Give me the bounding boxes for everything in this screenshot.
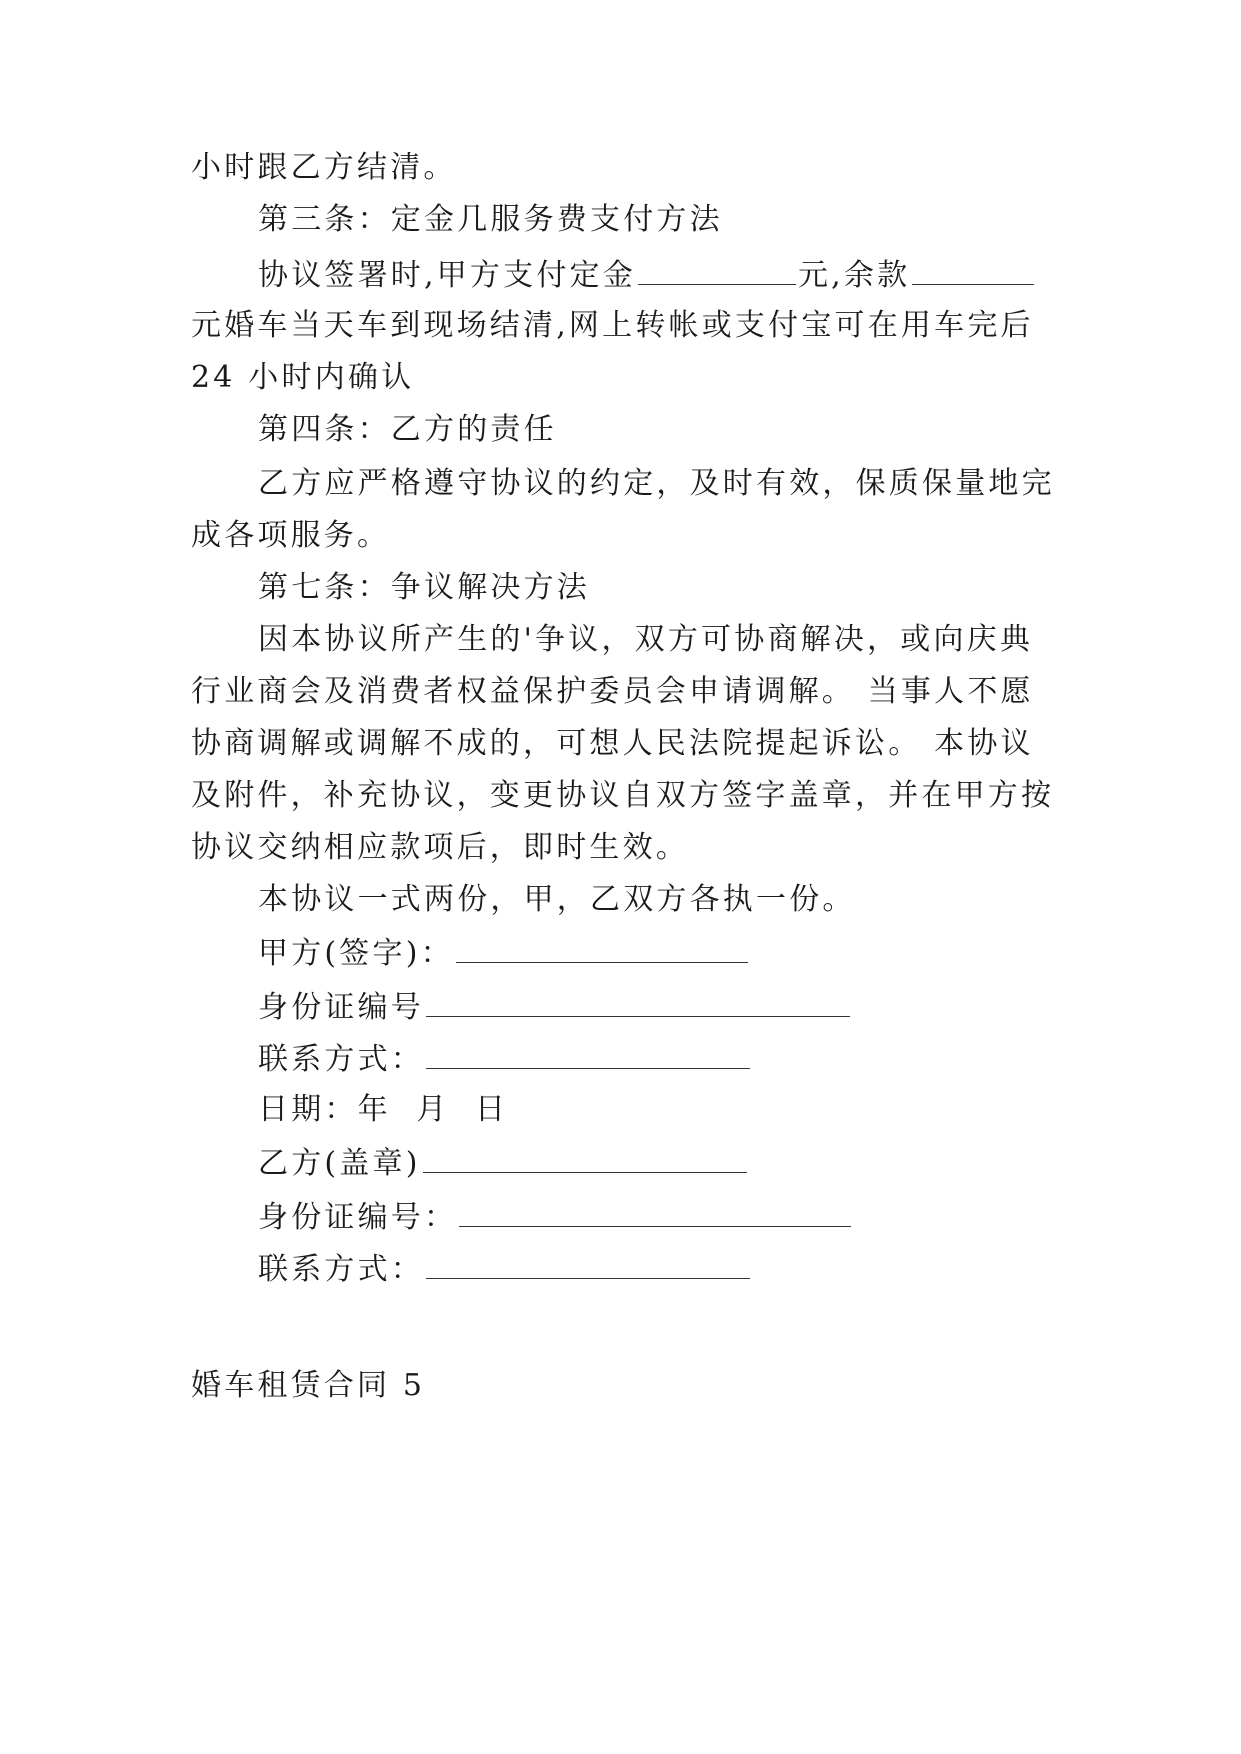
party-b-id-line [258,1196,853,1238]
party-b-seal-label: 乙方(盖章) [258,1146,421,1181]
paragraph-line [258,254,1036,296]
party-a-id-blank [426,986,850,1017]
paragraph-line: 及附件，补充协议，变更协议自双方签字盖章，并在甲方按 [191,778,1055,813]
clause-heading: 第七条：争议解决方法 [258,570,590,605]
paragraph-line: 本协议一式两份，甲，乙双方各执一份。 [258,882,856,917]
balance-text: 元,余款 [797,258,911,293]
paragraph-line: 协商调解或调解不成的，可想人民法院提起诉讼。 本协议 [191,726,1034,761]
date-line: 日期：年 月 日 [258,1092,509,1127]
party-a-contact-line [258,1038,752,1080]
party-b-contact-blank [426,1248,750,1279]
deposit-blank [638,254,796,285]
party-a-signature-line [258,932,750,974]
party-a-contact-label: 联系方式： [258,1042,424,1077]
party-a-signature-label: 甲方(签字)： [258,936,454,971]
section-title: 婚车租赁合同 5 [191,1368,426,1403]
paragraph-line: 行业商会及消费者权益保护委员会申请调解。 当事人不愿 [191,674,1034,709]
clause-heading: 第四条：乙方的责任 [258,412,557,447]
party-a-id-label: 身份证编号 [258,990,424,1025]
party-a-id-line [258,986,852,1028]
paragraph-line: 24 小时内确认 [191,360,415,395]
party-b-seal-line [258,1142,749,1184]
paragraph-line: 因本协议所产生的'争议，双方可协商解决，或向庆典 [258,622,1034,657]
paragraph-line: 元婚车当天车到现场结清,网上转帐或支付宝可在用车完后 [191,308,1034,343]
party-b-contact-label: 联系方式： [258,1252,424,1287]
party-b-id-blank [459,1196,851,1227]
clause-heading: 第三条：定金几服务费支付方法 [258,202,723,237]
paragraph-line: 小时跟乙方结清。 [191,150,457,185]
party-b-id-label: 身份证编号： [258,1200,458,1235]
party-a-contact-blank [426,1038,750,1069]
deposit-text: 协议签署时,甲方支付定金 [258,258,636,293]
paragraph-line: 乙方应严格遵守协议的约定，及时有效，保质保量地完 [258,466,1055,501]
party-b-contact-line [258,1248,752,1290]
party-b-seal-blank [423,1142,747,1173]
paragraph-line: 协议交纳相应款项后，即时生效。 [191,830,689,865]
balance-blank [912,254,1034,285]
paragraph-line: 成各项服务。 [191,518,391,553]
party-a-signature-blank [456,932,748,963]
